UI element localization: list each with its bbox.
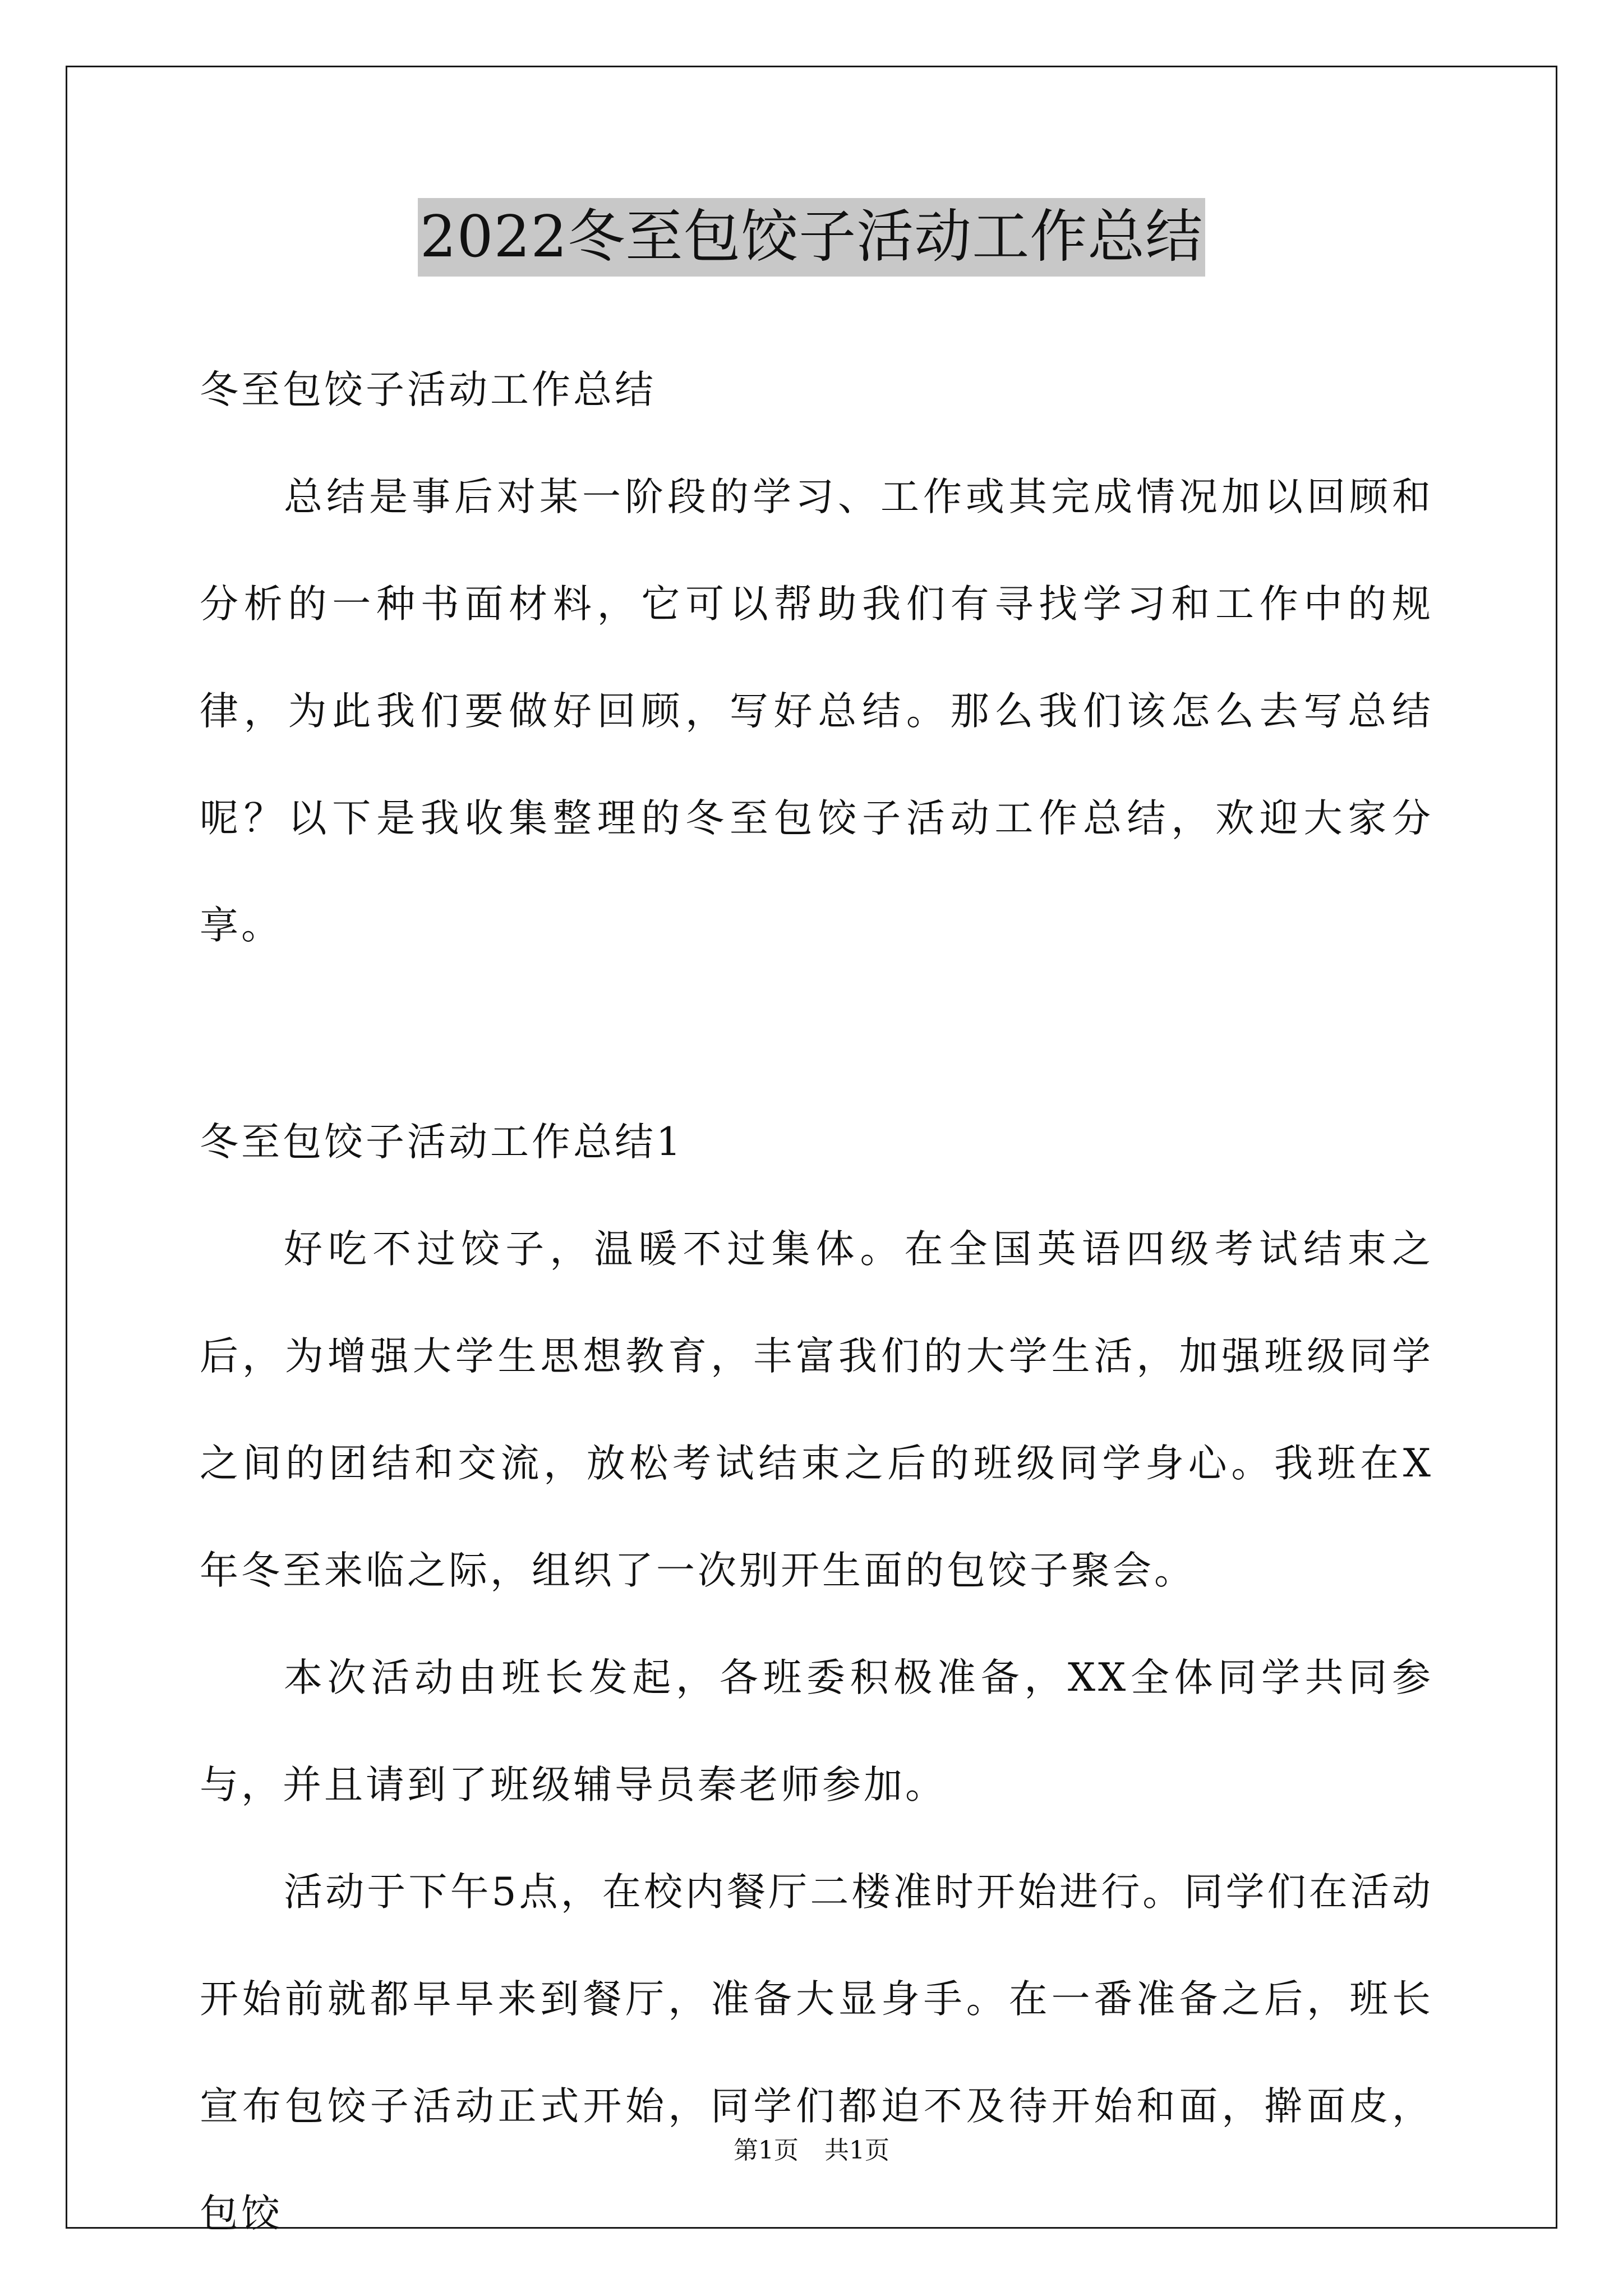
document-title: 2022冬至包饺子活动工作总结 (418, 198, 1206, 277)
body-paragraph: 总结是事后对某一阶段的学习、工作或其完成情况加以回顾和分析的一种书面材料，它可以帮助我们有寻找学习和工作中的规律，为此我们要做好回顾，写好总结。那么我们该怎么去写总结呢？以下是我收集整理的冬至包饺子活动工作总结，欢迎大家分享。 (200, 475, 1433, 948)
page-number: 第1页 (734, 2136, 799, 2165)
title-wrap (0, 198, 1623, 277)
page-count: 共1页 (824, 2136, 889, 2165)
page-footer (0, 2134, 1623, 2168)
document-body (200, 337, 1433, 2267)
section-heading: 冬至包饺子活动工作总结1 (200, 1120, 684, 1165)
body-paragraph: 好吃不过饺子，温暖不过集体。在全国英语四级考试结束之后，为增强大学生思想教育，丰富我们的大学生活，加强班级同学之间的团结和交流，放松考试结束之后的班级同学身心。我班在X年冬至来临之际，组织了一次别开生面的包饺子聚会。 (200, 1227, 1433, 1593)
body-paragraph: 本次活动由班长发起，各班委积极准备，XX全体同学共同参与，并且请到了班级辅导员秦老师参加。 (200, 1655, 1433, 1807)
body-paragraph: 活动于下午5点，在校内餐厅二楼准时开始进行。同学们在活动开始前就都早早来到餐厅，准备大显身手。在一番准备之后，班长宣布包饺子活动正式开始，同学们都迫不及待开始和面，擀面皮，包饺 (200, 1870, 1433, 2236)
section-heading: 冬至包饺子活动工作总结 (200, 367, 656, 412)
